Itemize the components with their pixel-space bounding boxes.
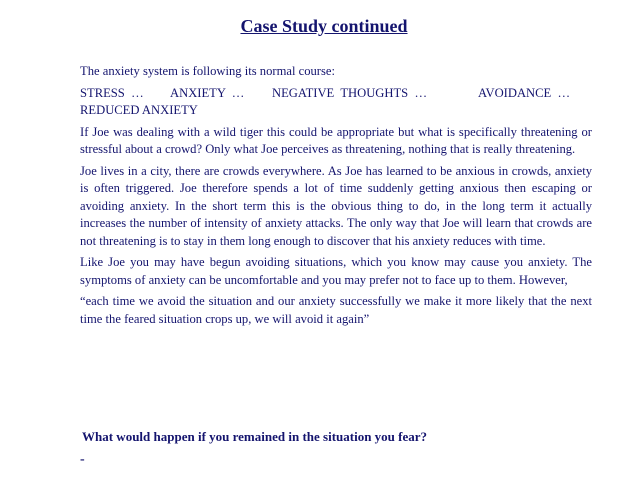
paragraph-like-joe: Like Joe you may have begun avoiding situations, which you know may cause you anxiety. The symptoms of anxiety can be uncomfortable and you may prefer not to face up to them. However, [80, 255, 592, 287]
cycle-anxiety: ANXIETY … [170, 85, 245, 100]
reflection-question: What would happen if you remained in the situation you fear? [82, 429, 428, 444]
cycle-negative-thoughts: NEGATIVE THOUGHTS … [272, 85, 428, 100]
answer-dash: - [80, 452, 85, 467]
paragraph-tiger: If Joe was dealing with a wild tiger this could be appropriate but what is specifically threatening or stressful about a crowd? Only what Joe perceives as threatening, nothing that is really threatening. [80, 124, 592, 156]
anxiety-cycle [80, 85, 592, 120]
paragraph-quote: “each time we avoid the situation and our anxiety successfully we make it more likely that the next time the feared situation crops up, we will avoid it again” [80, 294, 592, 326]
paragraph-city: Joe lives in a city, there are crowds everywhere. As Joe has learned to be anxious in crowds, anxiety is often triggered. Joe therefore spends a lot of time suddenly getting anxious then escaping or avoiding anxiety. In the short term this is the obvious thing to do, in the long term it actually increases the number of intensity of anxiety attacks. The only way that Joe will learn that crowds are not threatening is to stay in them long enough to discover that his anxiety reduces with time. [80, 163, 592, 248]
intro-text: The anxiety system is following its normal course: [80, 64, 335, 78]
cycle-reduced-anxiety: REDUCED ANXIETY [80, 103, 198, 117]
page-title: Case Study continued [240, 16, 408, 36]
cycle-avoidance: AVOIDANCE … [478, 85, 571, 100]
document-body [80, 63, 592, 332]
cycle-stress: STRESS … [80, 85, 144, 100]
